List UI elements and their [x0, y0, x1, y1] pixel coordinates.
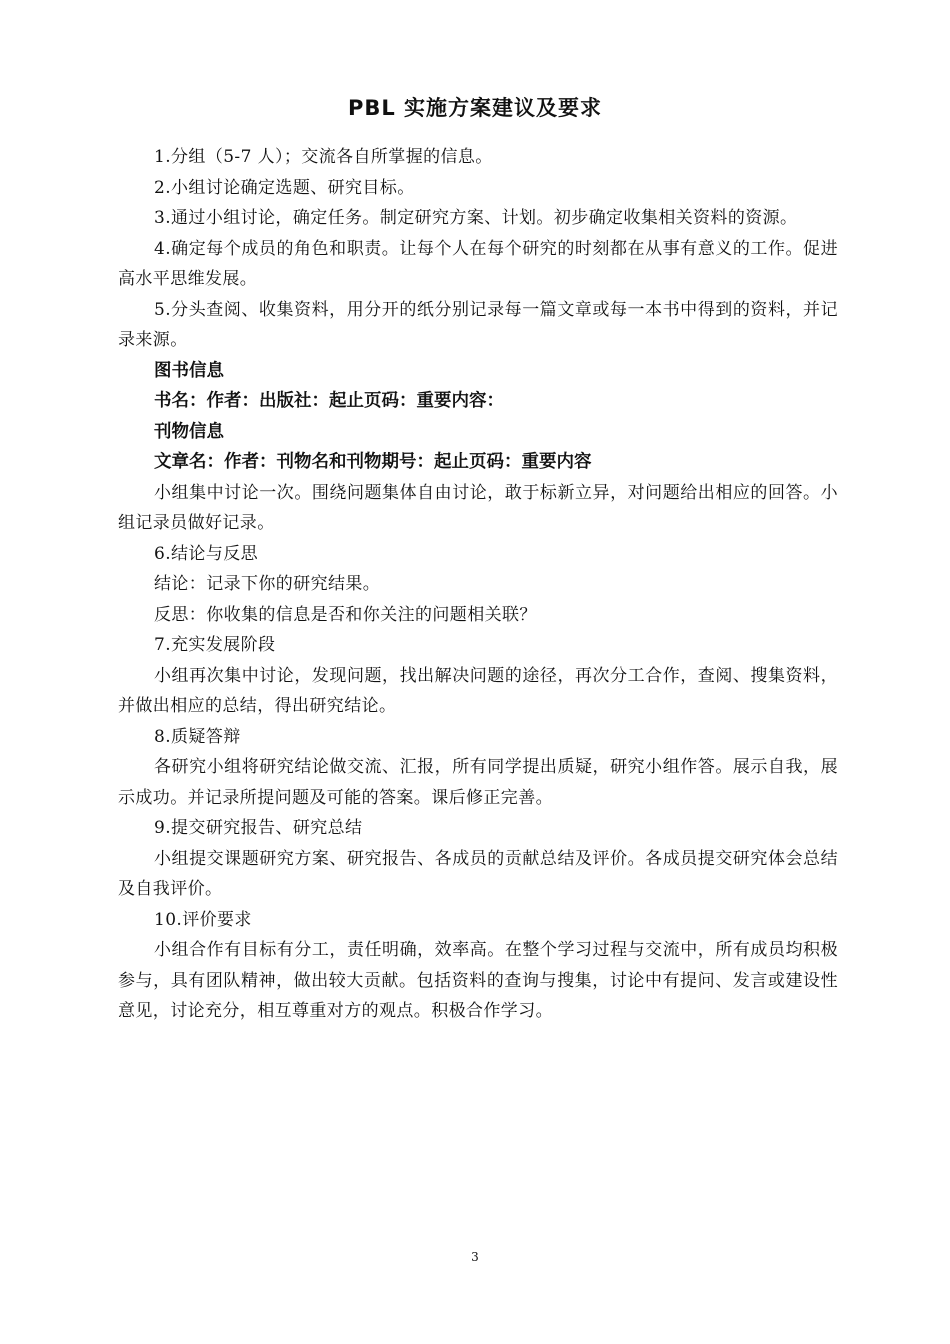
book-info-fields: 书名：作者：出版社：起止页码：重要内容：	[154, 391, 504, 411]
page-number: 3	[471, 1250, 479, 1264]
journal-info-heading: 刊物信息	[154, 421, 224, 442]
paragraph-1: 1.分组（5-7 人）；交流各自所掌握的信息。	[154, 147, 493, 167]
page-title: PBL 实施方案建议及要求	[347, 96, 603, 120]
section-8-heading: 8.质疑答辩	[154, 726, 241, 747]
section-10-heading: 10.评价要求	[154, 909, 252, 930]
reflection-line: 反思：你收集的信息是否和你关注的问题相关联？	[154, 604, 537, 625]
document-body	[118, 142, 838, 1027]
section-6-heading: 6.结论与反思	[154, 543, 259, 564]
section-7-paragraph: 小组再次集中讨论，发现问题，找出解决问题的途径，再次分工合作，查阅、搜集资料，并做出相应的总结，得出研究结论。	[118, 665, 838, 716]
section-9-paragraph: 小组提交课题研究方案、研究报告、各成员的贡献总结及评价。各成员提交研究体会总结及自我评价。	[118, 848, 838, 899]
section-7-heading: 7.充实发展阶段	[154, 635, 276, 655]
book-info-heading: 图书信息	[154, 360, 224, 381]
conclusion-line: 结论：记录下你的研究结果。	[154, 574, 381, 594]
section-9-heading: 9.提交研究报告、研究总结	[154, 818, 363, 838]
section-10-paragraph: 小组合作有目标有分工，责任明确，效率高。在整个学习过程与交流中，所有成员均积极参与，具有团队精神，做出较大贡献。包括资料的查询与搜集，讨论中有提问、发言或建设性意见，讨论充分，相互尊重对方的观点。积极合作学习。	[118, 940, 838, 1021]
group-discussion-paragraph: 小组集中讨论一次。围绕问题集体自由讨论，敢于标新立异，对问题给出相应的回答。小组记录员做好记录。	[118, 482, 838, 533]
section-8-paragraph: 各研究小组将研究结论做交流、汇报，所有同学提出质疑，研究小组作答。展示自我，展示成功。并记录所提问题及可能的答案。课后修正完善。	[118, 757, 838, 808]
paragraph-3: 3.通过小组讨论，确定任务。制定研究方案、计划。初步确定收集相关资料的资源。	[154, 208, 798, 228]
paragraph-5: 5.分头查阅、收集资料，用分开的纸分别记录每一篇文章或每一本书中得到的资料，并记录来源。	[118, 299, 838, 350]
paragraph-2: 2.小组讨论确定选题、研究目标。	[154, 177, 415, 198]
paragraph-4: 4.确定每个成员的角色和职责。让每个人在每个研究的时刻都在从事有意义的工作。促进高水平思维发展。	[118, 238, 838, 289]
journal-info-fields: 文章名：作者：刊物名和刊物期号：起止页码：重要内容	[154, 452, 592, 472]
